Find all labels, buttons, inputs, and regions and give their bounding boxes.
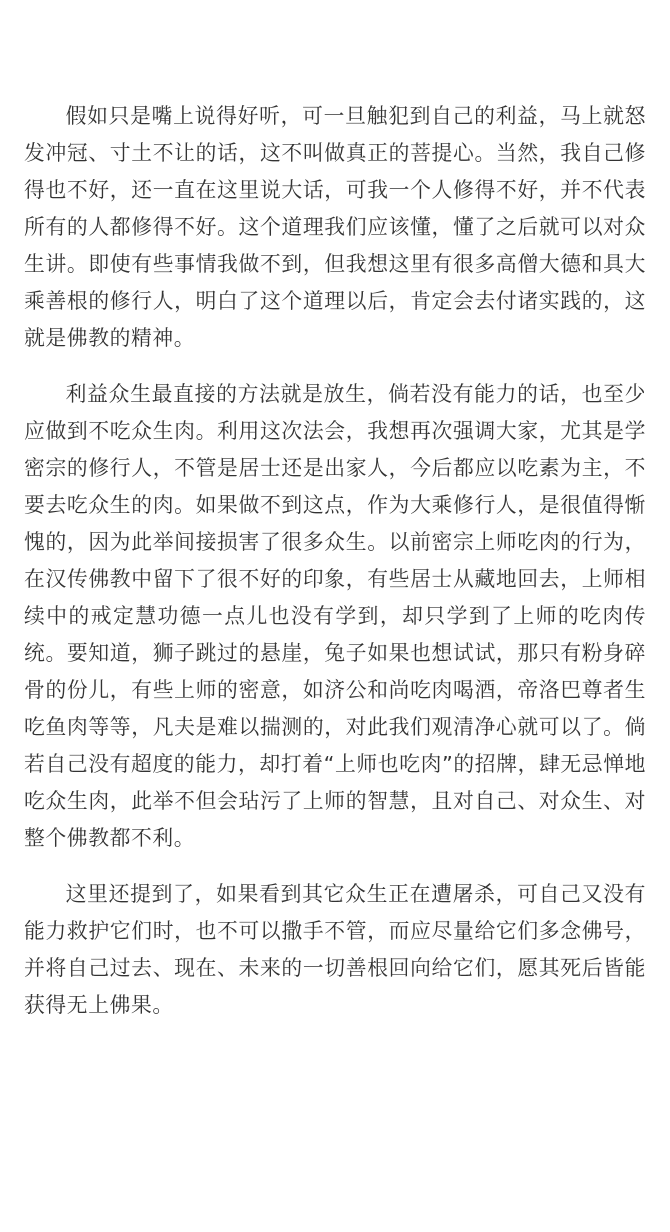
article-body bbox=[24, 98, 646, 1043]
paragraph-3: 这里还提到了，如果看到其它众生正在遭屠杀，可自己又没有能力救护它们时，也不可以撒手不管，而应尽量给它们多念佛号，并将自己过去、现在、未来的一切善根回向给它们，愿其死后皆能获得无上佛果。 bbox=[24, 882, 646, 1017]
paragraph-2: 利益众生最直接的方法就是放生，倘若没有能力的话，也至少应做到不吃众生肉。利用这次法会，我想再次强调大家，尤其是学密宗的修行人，不管是居士还是出家人，今后都应以吃素为主，不要去吃众生的肉。如果做不到这点，作为大乘修行人，是很值得惭愧的，因为此举间接损害了很多众生。以前密宗上师吃肉的行为，在汉传佛教中留下了很不好的印象，有些居士从藏地回去，上师相续中的戒定慧功德一点儿也没有学到，却只学到了上师的吃肉传统。要知道，狮子跳过的悬崖，兔子如果也想试试，那只有粉身碎骨的份儿，有些上师的密意，如济公和尚吃肉喝酒，帝洛巴尊者生吃鱼肉等等，凡夫是难以揣测的，对此我们观清净心就可以了。倘若自己没有超度的能力，却打着“上师也吃肉”的招牌，肆无忌惮地吃众生肉，此举不但会玷污了上师的智慧，且对自己、对众生、对整个佛教都不利。 bbox=[24, 382, 646, 850]
paragraph-1: 假如只是嘴上说得好听，可一旦触犯到自己的利益，马上就怒发冲冠、寸土不让的话，这不叫做真正的菩提心。当然，我自己修得也不好，还一直在这里说大话，可我一个人修得不好，并不代表所有的人都修得不好。这个道理我们应该懂，懂了之后就可以对众生讲。即使有些事情我做不到，但我想这里有很多高僧大德和具大乘善根的修行人，明白了这个道理以后，肯定会去付诸实践的，这就是佛教的精神。 bbox=[24, 104, 646, 350]
